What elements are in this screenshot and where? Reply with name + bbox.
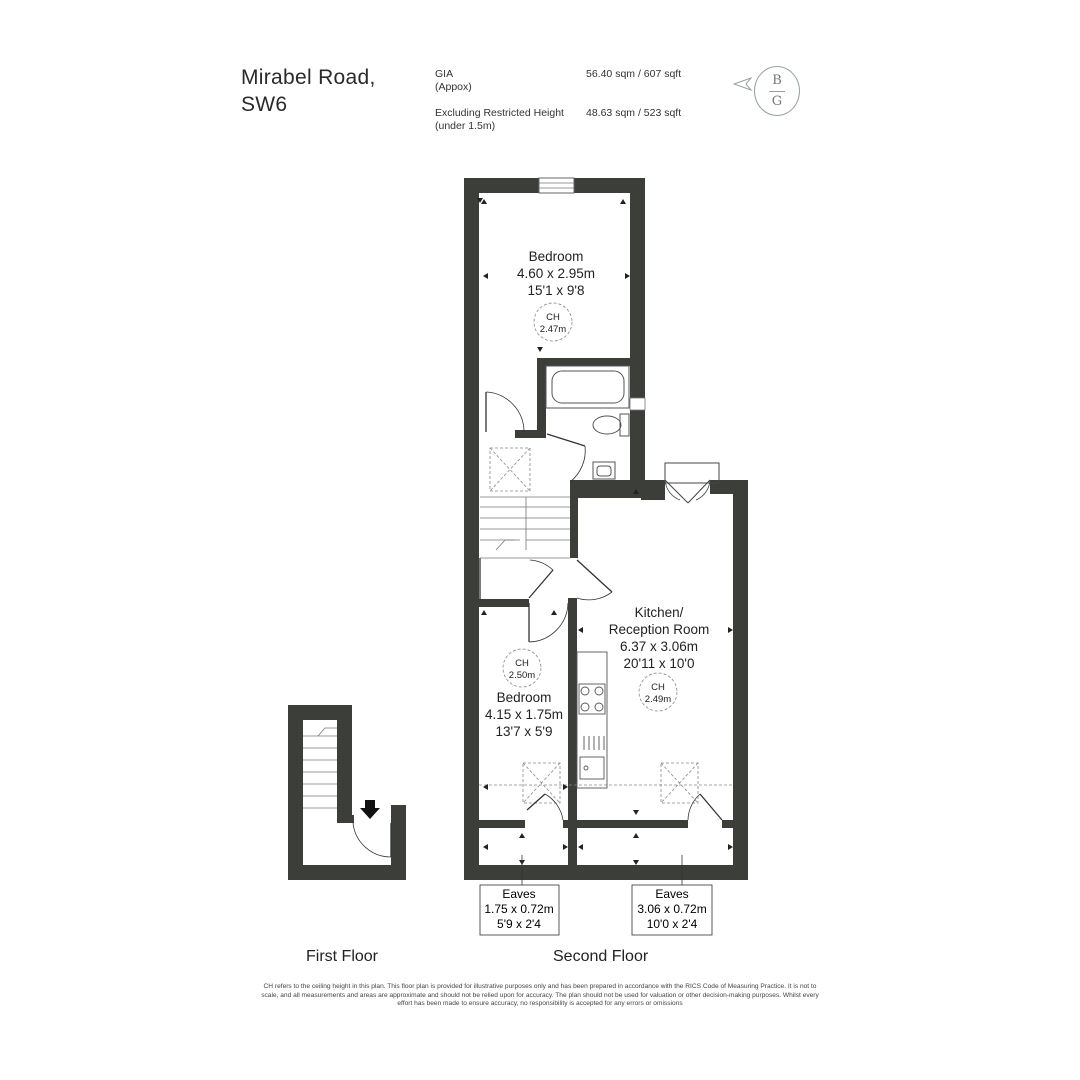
kitchen-metric: 6.37 x 3.06m [619, 639, 699, 654]
bedroom2-name: Bedroom [496, 690, 552, 705]
eaves2-name: Eaves [655, 887, 689, 901]
eaves2-imperial: 10'0 x 2'4 [646, 917, 698, 931]
eaves1-name: Eaves [502, 887, 536, 901]
kitchen-ch-value: 2.49m [644, 694, 672, 705]
bedroom2-imperial: 13'7 x 5'9 [495, 724, 553, 739]
gia-label-text: GIA [435, 68, 454, 80]
eaves-box-1 [480, 885, 559, 935]
first-floor-walls [288, 705, 406, 880]
balcony-doors [665, 463, 719, 503]
eaves1-metric: 1.75 x 0.72m [484, 902, 554, 916]
second-floor-label: Second Floor [553, 948, 649, 965]
kitchen-imperial: 20'11 x 10'0 [623, 656, 695, 671]
toilet-icon [593, 414, 629, 436]
bedroom-window [539, 178, 574, 193]
kitchen-ch-label: CH [651, 682, 665, 693]
first-floor-stairs [303, 728, 337, 808]
bedroom2-ch-label: CH [515, 658, 529, 669]
disclaimer-text: CH refers to the ceiling height in this plan. This floor plan is provided for illustrative purposes only and has been prepared in accordance with the RICS Code of Measuring Practice. It is not to scale, and all measurements and areas are approximate and should not be relied upon for accuracy. The plan should not be used for valuation or other decision-making purposes. Whilst every effort has been made to ensure accuracy, no responsibility is accepted for any errors or omissions [261, 983, 819, 1008]
kitchen-name-line1: Kitchen/ [634, 605, 684, 620]
kitchen-units [577, 652, 607, 788]
gia-value: 56.40 sqm / 607 sqft [586, 68, 682, 80]
bedroom2-metric: 4.15 x 1.75m [484, 707, 564, 722]
gia-sublabel-text: (Appox) [435, 81, 472, 93]
entrance-arrow-icon [360, 800, 380, 819]
eaves-box-2 [632, 885, 712, 935]
basin-icon [593, 462, 615, 479]
excluding-sublabel-text: (under 1.5m) [435, 120, 496, 132]
bath-icon [546, 366, 629, 408]
title-line-2: SW6 [241, 93, 288, 116]
bedroom1-ch-label: CH [546, 312, 560, 323]
logo-letter-top: B [772, 73, 782, 88]
logo-letter-bottom: G [771, 94, 783, 109]
bedroom1-name: Bedroom [528, 249, 584, 264]
bedroom1-ch-value: 2.47m [539, 324, 567, 335]
kitchen-name-line2: Reception Room [608, 622, 710, 637]
eaves1-imperial: 5'9 x 2'4 [497, 917, 541, 931]
bathroom-window [630, 398, 645, 410]
eaves2-metric: 3.06 x 0.72m [637, 902, 707, 916]
first-floor-door [353, 823, 391, 857]
bedroom1-metric: 4.60 x 2.95m [516, 266, 596, 281]
measurement-arrows [477, 198, 733, 865]
bedroom1-imperial: 15'1 x 9'8 [527, 283, 585, 298]
excluding-label-text: Excluding Restricted Height [435, 107, 564, 119]
title-line-1: Mirabel Road, [241, 66, 376, 89]
first-floor-label: First Floor [306, 948, 378, 965]
excluding-value: 48.63 sqm / 523 sqft [586, 107, 682, 119]
bedroom2-ch-value: 2.50m [508, 670, 536, 681]
staircase-icon [480, 497, 570, 558]
